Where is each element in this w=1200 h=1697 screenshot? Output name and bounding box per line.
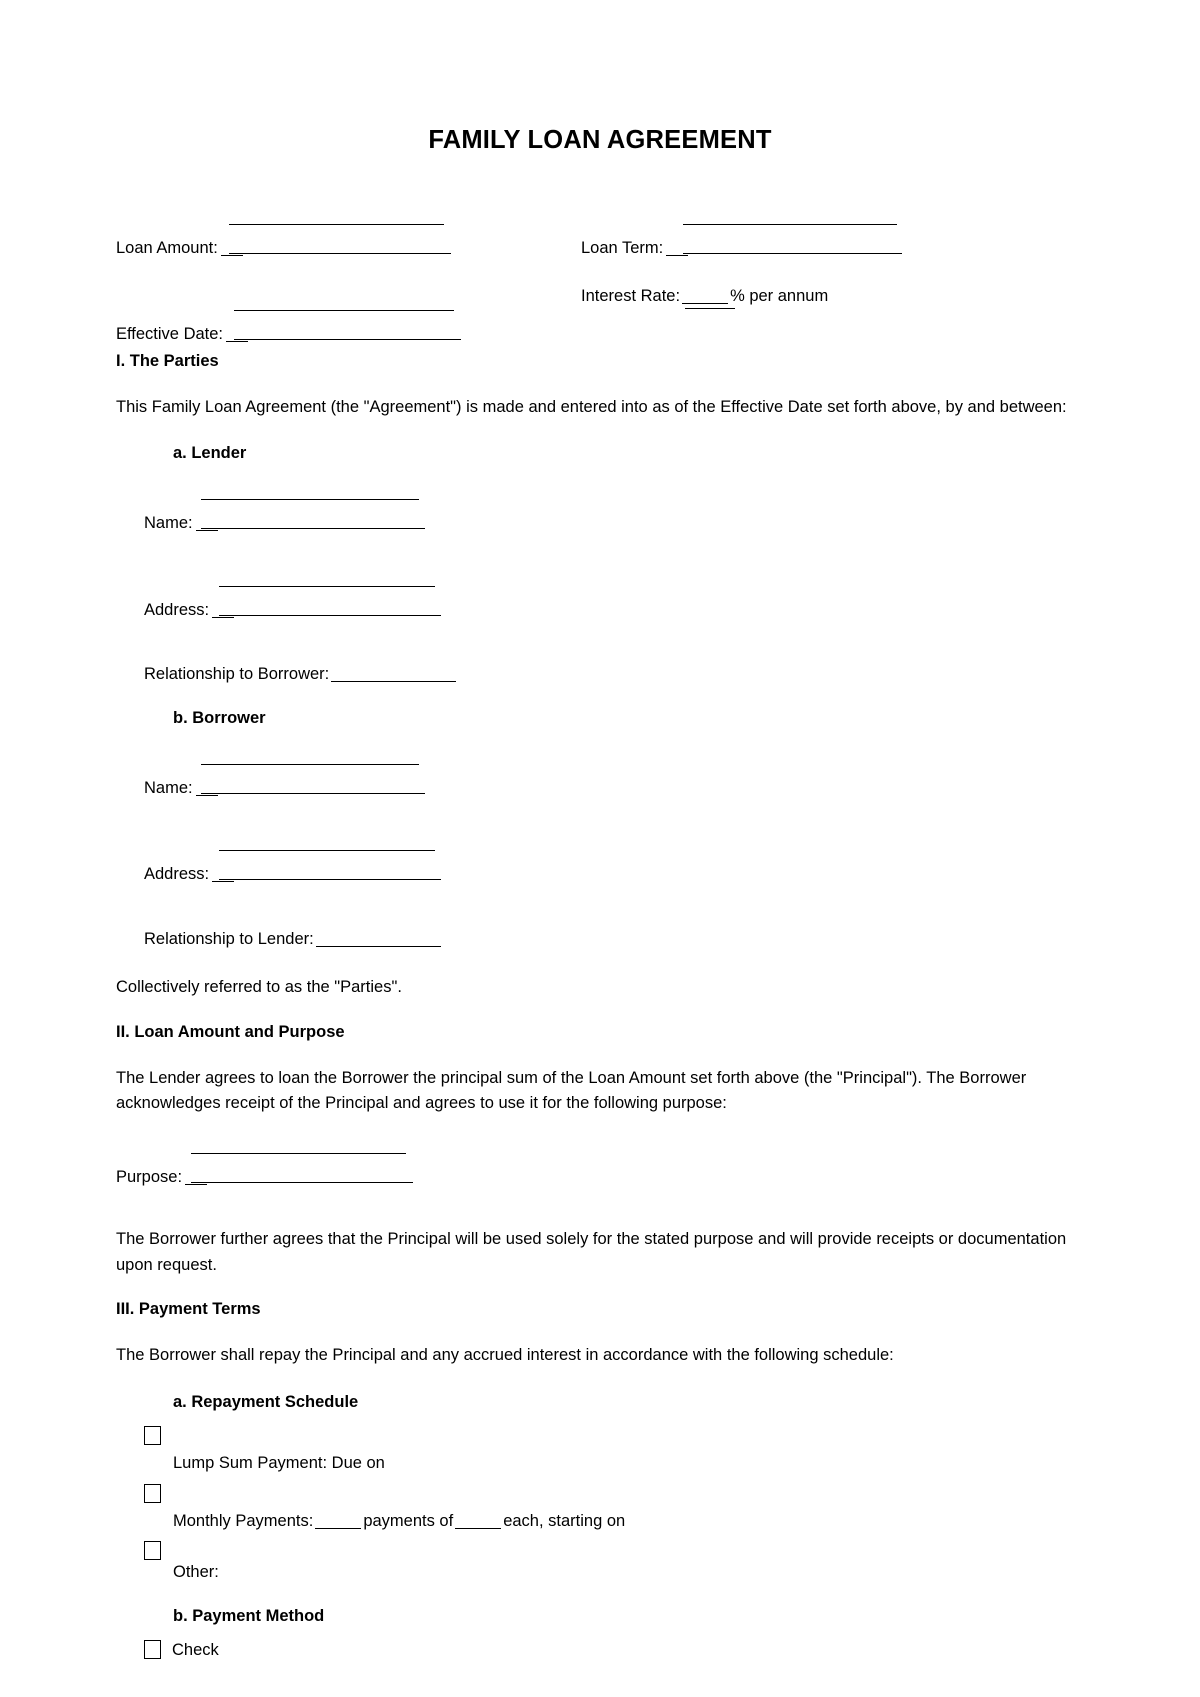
loan-amount-rule-top [229, 224, 444, 225]
borrower-address-rule-top [219, 850, 435, 851]
lender-address-rule-base [219, 615, 441, 616]
lender-name-rule-base [201, 528, 425, 529]
page-title: FAMILY LOAN AGREEMENT [428, 126, 772, 154]
loan-term-rule-base [683, 253, 902, 254]
loan-term-field[interactable] [581, 218, 1051, 257]
lender-name-rule-top [201, 499, 419, 500]
interest-rate-suffix: % per annum [730, 287, 829, 306]
section-heading-payment-terms: III. Payment Terms [116, 1300, 261, 1319]
borrower-name-field[interactable] [116, 758, 1084, 797]
monthly-amount-input[interactable] [455, 1528, 501, 1529]
option-monthly[interactable] [116, 1513, 1084, 1530]
lender-address-field[interactable] [116, 580, 1084, 619]
checkbox-check-icon[interactable] [144, 1640, 161, 1659]
loan-amount-field[interactable] [116, 218, 586, 257]
monthly-label-part3: each, starting on [503, 1511, 626, 1530]
loan-term-rule-top [683, 224, 897, 225]
effective-date-rule-top [234, 310, 454, 311]
checkbox-row-lump-sum[interactable] [116, 1426, 1084, 1445]
interest-rate-rule-base [685, 308, 735, 309]
lender-name-label: Name: [144, 514, 193, 533]
checkbox-lump-sum-icon[interactable] [144, 1426, 161, 1445]
lender-relationship-input[interactable] [331, 681, 456, 682]
option-other[interactable] [116, 1564, 1084, 1581]
section-heading-loan-amount-purpose: II. Loan Amount and Purpose [116, 1022, 345, 1041]
header-field-block [116, 218, 1084, 344]
interest-rate-label: Interest Rate: [581, 287, 681, 306]
interest-rate-input[interactable] [682, 303, 728, 304]
effective-date-label: Effective Date: [116, 325, 224, 344]
checkbox-other-icon[interactable] [144, 1541, 161, 1560]
subheading-borrower: b. Borrower [173, 708, 266, 727]
subheading-repayment-schedule: a. Repayment Schedule [173, 1393, 359, 1412]
lender-relationship-field[interactable] [116, 666, 1084, 683]
lender-address-rule-top [219, 586, 435, 587]
check-label: Check [172, 1640, 219, 1659]
section-heading-parties: I. The Parties [116, 351, 219, 370]
purpose-rule-base [191, 1182, 413, 1183]
header-left-column [116, 218, 586, 369]
loan-purpose-paragraph-1: The Lender agrees to loan the Borrower the principal sum of the Loan Amount set forth above (the "Principal"). The Borrower acknowledges receipt of the Principal and agrees to use it for the following purpose: [116, 1068, 1027, 1113]
borrower-relationship-label: Relationship to Lender: [144, 929, 314, 948]
purpose-field[interactable] [116, 1147, 1084, 1186]
header-right-column [581, 218, 1051, 331]
borrower-name-rule-top [201, 764, 419, 765]
option-lump-sum[interactable] [116, 1455, 1084, 1472]
monthly-count-input[interactable] [315, 1528, 361, 1529]
loan-term-label: Loan Term: [581, 238, 664, 257]
borrower-address-label: Address: [144, 865, 210, 884]
parties-intro-paragraph: This Family Loan Agreement (the "Agreement") is made and entered into as of the Effective Date set forth above, by and between: [116, 397, 1067, 416]
borrower-name-label: Name: [144, 778, 193, 797]
other-label: Other: [173, 1563, 219, 1582]
borrower-relationship-input[interactable] [316, 946, 441, 947]
lender-address-label: Address: [144, 600, 210, 619]
borrower-address-rule-base [219, 879, 441, 880]
effective-date-rule-base [234, 339, 461, 340]
effective-date-field[interactable] [116, 304, 586, 343]
option-check[interactable] [116, 1640, 1084, 1659]
interest-rate-field[interactable] [581, 282, 1051, 305]
purpose-label: Purpose: [116, 1167, 183, 1186]
lump-sum-label: Lump Sum Payment: Due on [173, 1454, 385, 1473]
lender-name-field[interactable] [116, 493, 1084, 532]
purpose-rule-top [191, 1153, 406, 1154]
borrower-address-field[interactable] [116, 844, 1084, 883]
monthly-label-part2: payments of [363, 1511, 454, 1530]
borrower-name-rule-base [201, 793, 425, 794]
monthly-label-part1: Monthly Payments: [173, 1511, 314, 1530]
checkbox-row-monthly[interactable] [116, 1484, 1084, 1503]
loan-purpose-paragraph-2: The Borrower further agrees that the Principal will be used solely for the stated purpose and will provide receipts or documentation upon request. [116, 1230, 1067, 1274]
collectively-paragraph: Collectively referred to as the "Parties". [116, 978, 402, 997]
subheading-lender: a. Lender [173, 444, 247, 463]
checkbox-row-other[interactable] [116, 1541, 1084, 1560]
lender-relationship-label: Relationship to Borrower: [144, 665, 330, 684]
borrower-relationship-field[interactable] [116, 931, 1084, 948]
subheading-payment-method: b. Payment Method [173, 1606, 325, 1625]
checkbox-monthly-icon[interactable] [144, 1484, 161, 1503]
payment-terms-intro: The Borrower shall repay the Principal and any accrued interest in accordance with the following schedule: [116, 1346, 894, 1365]
loan-amount-rule-base [229, 253, 451, 254]
loan-amount-label: Loan Amount: [116, 238, 218, 257]
